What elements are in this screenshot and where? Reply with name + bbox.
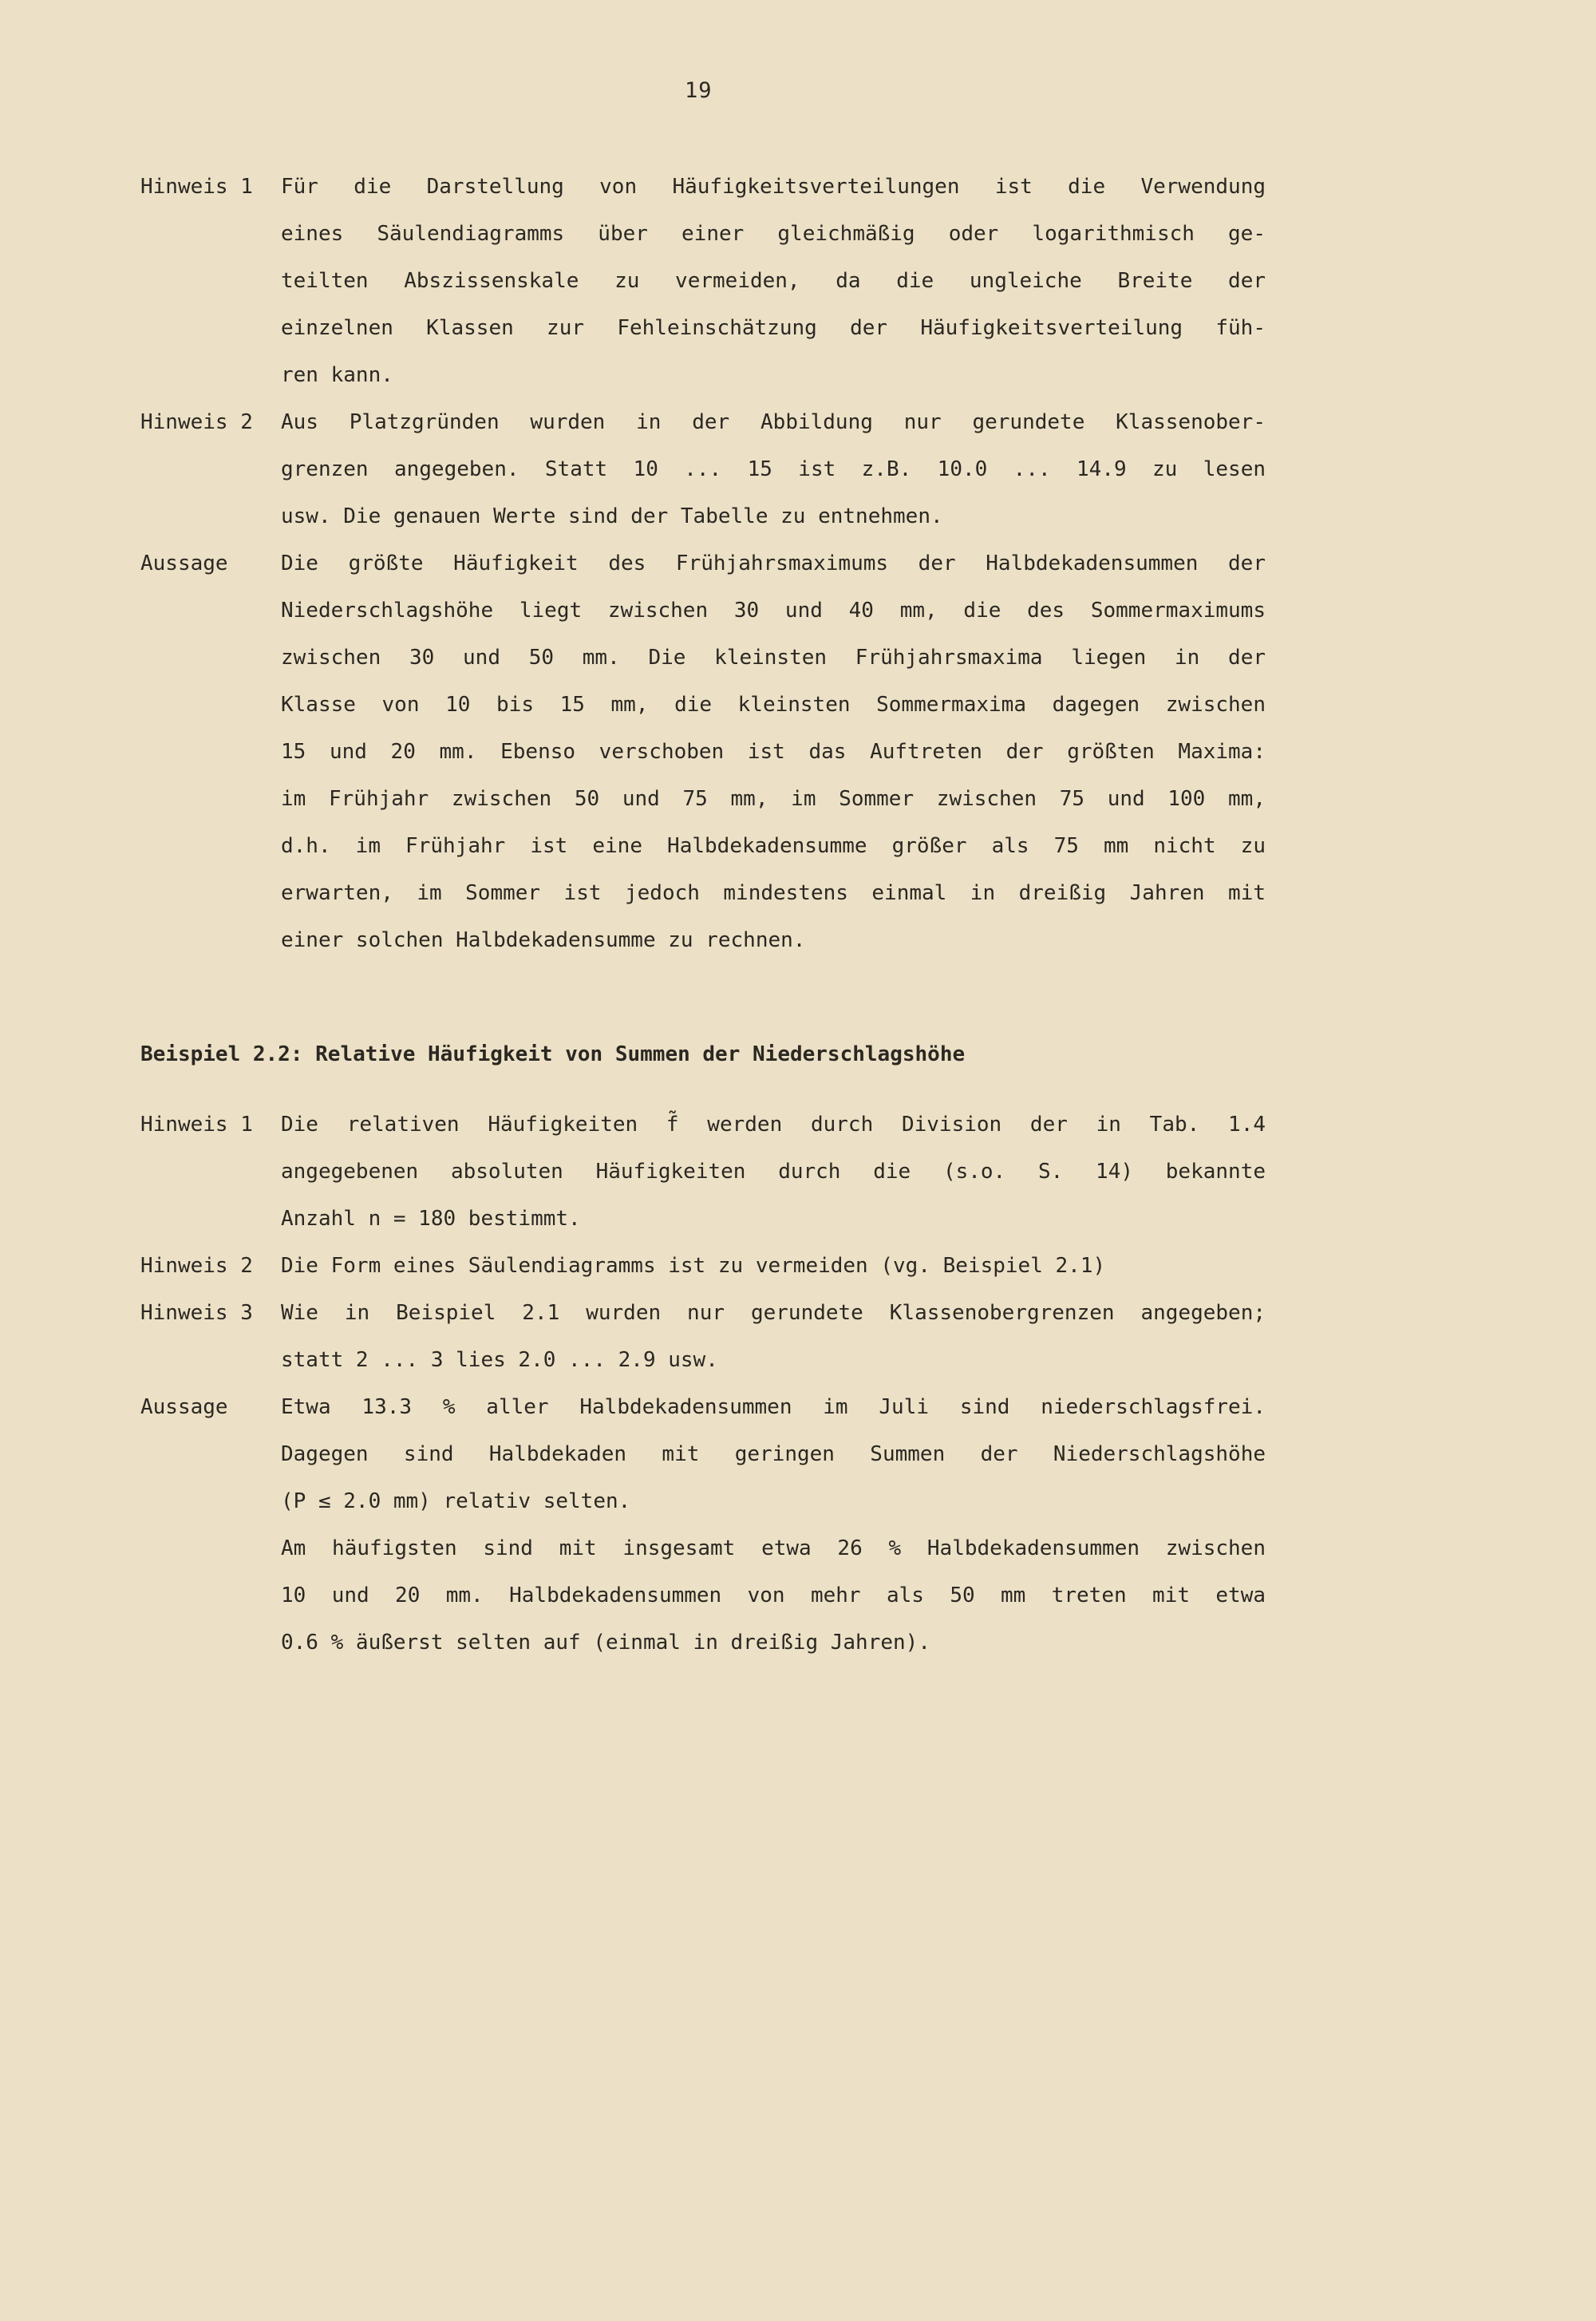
text-line: einzelnen Klassen zur Fehleinschätzung der Häufigkeitsverteilung füh- <box>281 316 1266 340</box>
note-label: Aussage <box>140 552 228 575</box>
note-label: Aussage <box>140 1395 228 1419</box>
note-hinweis-1 <box>140 164 1266 399</box>
text-line: Dagegen sind Halbdekaden mit geringen Summen der Niederschlagshöhe <box>281 1442 1266 1466</box>
note-label: Hinweis 1 <box>140 1113 253 1137</box>
text-line: teilten Abszissenskale zu vermeiden, da die ungleiche Breite der <box>281 269 1266 293</box>
text-line: im Frühjahr zwischen 50 und 75 mm, im Sommer zwischen 75 und 100 mm, <box>281 787 1266 811</box>
section-2 <box>140 1101 1266 1667</box>
section-1 <box>140 164 1266 964</box>
text-line: Die größte Häufigkeit des Frühjahrsmaximums der Halbdekadensummen der <box>281 552 1266 575</box>
text-line: Für die Darstellung von Häufigkeitsverteilungen ist die Verwendung <box>281 175 1266 199</box>
note-label: Hinweis 2 <box>140 410 253 434</box>
text-line: erwarten, im Sommer ist jedoch mindestens einmal in dreißig Jahren mit <box>281 881 1266 905</box>
text-line: Niederschlagshöhe liegt zwischen 30 und 40 mm, die des Sommermaximums <box>281 599 1266 623</box>
text-line: usw. Die genauen Werte sind der Tabelle zu entnehmen. <box>281 504 943 528</box>
text-line: grenzen angegeben. Statt 10 ... 15 ist z.B. 10.0 ... 14.9 zu lesen <box>281 457 1266 481</box>
text-line: Etwa 13.3 % aller Halbdekadensummen im Juli sind niederschlagsfrei. <box>281 1395 1266 1419</box>
text-line: zwischen 30 und 50 mm. Die kleinsten Frühjahrsmaxima liegen in der <box>281 646 1266 670</box>
note-aussage <box>140 1384 1266 1667</box>
text-line: d.h. im Frühjahr ist eine Halbdekadensumme größer als 75 mm nicht zu <box>281 834 1266 858</box>
text-line: Die Form eines Säulendiagramms ist zu vermeiden (vg. Beispiel 2.1) <box>281 1254 1106 1278</box>
page-number: 19 <box>685 78 713 103</box>
note-hinweis-3 <box>140 1290 1266 1384</box>
text-line: statt 2 ... 3 lies 2.0 ... 2.9 usw. <box>281 1348 718 1372</box>
note-label: Hinweis 1 <box>140 175 253 199</box>
note-text <box>281 540 1266 964</box>
note-label: Hinweis 2 <box>140 1254 253 1278</box>
note-text <box>281 399 1266 540</box>
note-text <box>281 1101 1266 1243</box>
section-heading: Beispiel 2.2: Relative Häufigkeit von Summen der Niederschlagshöhe <box>140 1042 966 1066</box>
text-line: Wie in Beispiel 2.1 wurden nur gerundete Klassenobergrenzen angegeben; <box>281 1301 1266 1325</box>
text-line: Anzahl n = 180 bestimmt. <box>281 1207 581 1231</box>
text-line: Am häufigsten sind mit insgesamt etwa 26 % Halbdekadensummen zwischen <box>281 1536 1266 1560</box>
text-line: ren kann. <box>281 363 393 387</box>
note-hinweis-1 <box>140 1101 1266 1243</box>
text-line: 15 und 20 mm. Ebenso verschoben ist das Auftreten der größten Maxima: <box>281 740 1266 764</box>
note-hinweis-2 <box>140 399 1266 540</box>
text-line: 0.6 % äußerst selten auf (einmal in dreißig Jahren). <box>281 1631 930 1655</box>
text-line: Klasse von 10 bis 15 mm, die kleinsten Sommermaxima dagegen zwischen <box>281 693 1266 717</box>
text-line: angegebenen absoluten Häufigkeiten durch die (s.o. S. 14) bekannte <box>281 1160 1266 1184</box>
text-line: Die relativen Häufigkeiten f̃ werden durch Division der in Tab. 1.4 <box>281 1113 1266 1137</box>
text-line: (P ≤ 2.0 mm) relativ selten. <box>281 1489 631 1513</box>
note-label: Hinweis 3 <box>140 1301 253 1325</box>
text-line: 10 und 20 mm. Halbdekadensummen von mehr als 50 mm treten mit etwa <box>281 1584 1266 1607</box>
note-text <box>281 1243 1266 1290</box>
note-hinweis-2 <box>140 1243 1266 1290</box>
text-line: eines Säulendiagramms über einer gleichmäßig oder logarithmisch ge- <box>281 222 1266 246</box>
text-line: einer solchen Halbdekadensumme zu rechnen. <box>281 928 806 952</box>
text-line: Aus Platzgründen wurden in der Abbildung nur gerundete Klassenober- <box>281 410 1266 434</box>
note-text <box>281 1290 1266 1384</box>
note-aussage <box>140 540 1266 964</box>
note-text <box>281 1384 1266 1667</box>
note-text <box>281 164 1266 399</box>
